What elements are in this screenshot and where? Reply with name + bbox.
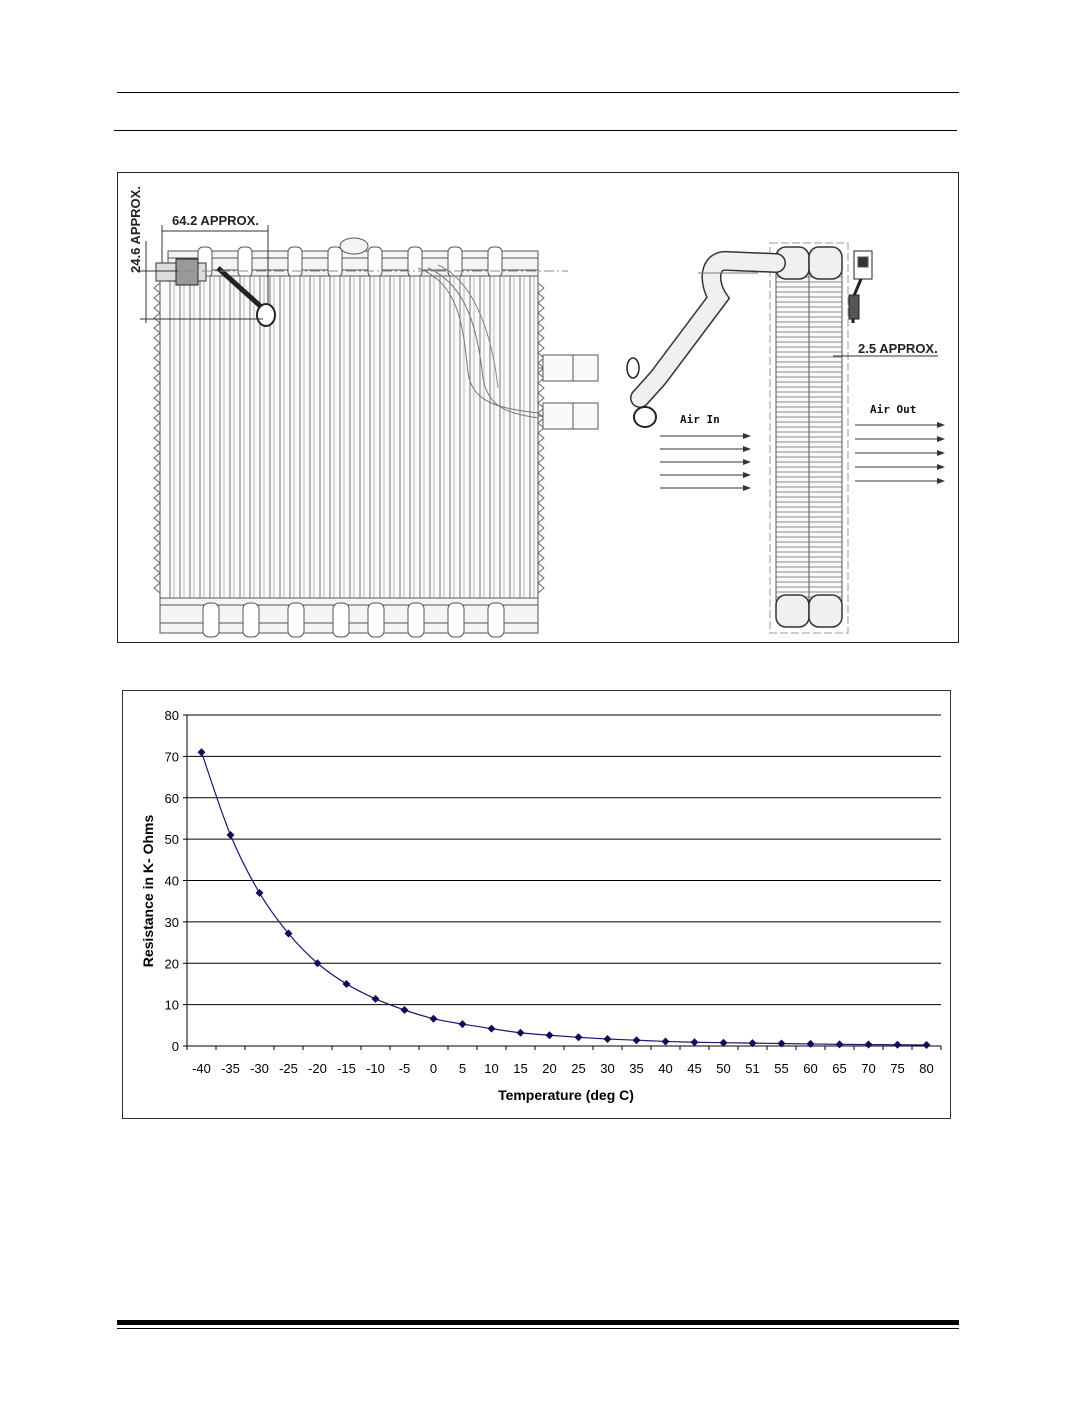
air-out-arrows [855, 425, 944, 481]
data-point [575, 1033, 583, 1041]
data-point [894, 1041, 902, 1049]
x-tick-label: -30 [250, 1061, 269, 1076]
x-tick-label: 20 [542, 1061, 557, 1076]
air-in-label: Air In [680, 413, 720, 426]
x-tick-label: 55 [774, 1061, 789, 1076]
x-tick-label: 65 [832, 1061, 847, 1076]
x-tick-label: 0 [429, 1061, 438, 1076]
x-tick-label: -20 [308, 1061, 327, 1076]
y-tick-label: 60 [164, 790, 179, 806]
dimension-fin-label: 2.5 APPROX. [858, 341, 938, 356]
dimension-height-label: 24.6 APPROX. [128, 186, 143, 273]
y-tick-label: 30 [164, 914, 179, 930]
x-tick-label: 30 [600, 1061, 615, 1076]
data-point [546, 1031, 554, 1039]
x-tick-label: 10 [484, 1061, 499, 1076]
evaporator-drawing-svg [118, 173, 960, 644]
x-tick-label: 5 [458, 1061, 467, 1076]
air-out-label: Air Out [870, 403, 917, 416]
y-axis-title: Resistance in K- Ohms [140, 814, 156, 968]
data-point [459, 1020, 467, 1028]
x-tick-label: 80 [919, 1061, 934, 1076]
x-tick-label: -15 [337, 1061, 356, 1076]
data-point [517, 1029, 525, 1037]
x-axis-title: Temperature (deg C) [498, 1087, 634, 1103]
chart-svg [123, 691, 952, 1120]
x-tick-label: 15 [513, 1061, 528, 1076]
x-tick-label: -25 [279, 1061, 298, 1076]
air-in-arrows [660, 436, 750, 488]
data-point [256, 889, 264, 897]
data-point [633, 1036, 641, 1044]
x-tick-label: 60 [803, 1061, 818, 1076]
x-tick-label: -10 [366, 1061, 385, 1076]
x-tick-label: 50 [716, 1061, 731, 1076]
x-tick-label: 25 [571, 1061, 586, 1076]
dimension-width-label: 64.2 APPROX. [172, 213, 259, 228]
chart-axes [183, 715, 941, 1050]
chart-series [198, 748, 931, 1049]
data-point [227, 831, 235, 839]
data-point [865, 1041, 873, 1049]
series-line [202, 752, 927, 1045]
data-point [720, 1039, 728, 1047]
data-point [488, 1025, 496, 1033]
y-tick-label: 50 [164, 832, 179, 848]
data-point [923, 1041, 931, 1049]
y-tick-labels [165, 708, 179, 1054]
data-point [691, 1038, 699, 1046]
chart-grid [187, 715, 941, 1005]
data-point [198, 748, 206, 756]
x-tick-label: -5 [398, 1061, 411, 1076]
x-tick-label: 70 [861, 1061, 876, 1076]
core-side-view [627, 243, 938, 633]
core-front-view [148, 238, 598, 637]
y-tick-label: 80 [164, 708, 179, 723]
x-tick-label: -35 [221, 1061, 240, 1076]
data-point [372, 995, 380, 1003]
evaporator-drawing [117, 172, 959, 643]
y-tick-label: 0 [171, 1039, 179, 1054]
data-point [604, 1035, 612, 1043]
x-tick-label: 51 [745, 1061, 760, 1076]
header-rule-top [117, 92, 959, 93]
data-point [401, 1006, 409, 1014]
x-tick-label: 35 [629, 1061, 644, 1076]
y-tick-label: 20 [164, 956, 179, 972]
x-tick-label: 40 [658, 1061, 673, 1076]
y-tick-label: 10 [164, 997, 179, 1013]
footer-rule-thin [117, 1328, 959, 1329]
x-tick-label: 45 [687, 1061, 702, 1076]
x-tick-labels [192, 1061, 934, 1076]
footer-rule-thick [117, 1320, 959, 1325]
data-point [662, 1037, 670, 1045]
data-point [836, 1040, 844, 1048]
data-point [343, 980, 351, 988]
x-tick-label: -40 [192, 1061, 211, 1076]
x-tick-label: 75 [890, 1061, 905, 1076]
data-point [807, 1040, 815, 1048]
data-point [430, 1015, 438, 1023]
resistance-temperature-chart [122, 690, 951, 1119]
y-tick-label: 70 [164, 749, 179, 765]
y-tick-label: 40 [164, 873, 179, 889]
header-rule-bottom [114, 130, 957, 131]
